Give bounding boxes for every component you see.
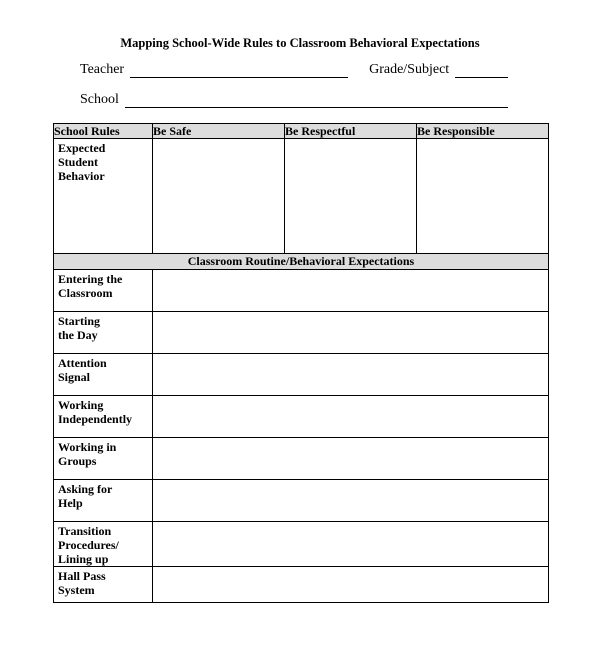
routine-row [54,396,549,438]
label-line: Student [58,155,99,169]
document-title: Mapping School-Wide Rules to Classroom Behavioral Expectations [120,36,480,50]
section-title: Classroom Routine/Behavioral Expectations [54,254,549,270]
expected-behavior-label [54,139,153,254]
label-line: Behavior [58,169,105,183]
label-line: Expected [58,141,106,155]
label-line: Attention [58,356,107,370]
label-line: Classroom [58,286,113,300]
header-be-respectful: Be Respectful [285,124,417,139]
label-line: Starting [58,314,100,328]
grade-subject-field[interactable] [455,63,508,78]
header-be-safe: Be Safe [153,124,285,139]
routine-expectation-cell[interactable] [153,480,549,522]
section-row [54,254,549,270]
label-line: Signal [58,370,91,384]
label-line: Groups [58,454,97,468]
routine-row [54,312,549,354]
routine-row [54,270,549,312]
school-field[interactable] [125,93,508,108]
routine-expectation-cell[interactable] [153,396,549,438]
routine-label [54,480,153,522]
label-line: Transition [58,524,112,538]
label-line: Working [58,398,104,412]
routine-rows [54,270,549,603]
rules-table [53,123,549,603]
routine-expectation-cell[interactable] [153,312,549,354]
routine-expectation-cell[interactable] [153,438,549,480]
expected-behavior-row [54,139,549,254]
teacher-row [80,62,508,78]
label-line: Independently [58,412,133,426]
label-line: the Day [58,328,98,342]
be-safe-cell[interactable] [153,139,285,254]
routine-expectation-cell[interactable] [153,354,549,396]
label-line: Procedures/ [58,538,119,552]
routine-label [54,567,153,603]
routine-label [54,270,153,312]
routine-row [54,522,549,567]
routine-row [54,480,549,522]
routine-row [54,567,549,603]
school-row [80,92,508,108]
routine-label [54,354,153,396]
label-line: System [58,583,95,597]
routine-label [54,396,153,438]
routine-label [54,522,153,567]
routine-expectation-cell[interactable] [153,567,549,603]
grade-subject-label: Grade/Subject [369,62,450,77]
routine-row [54,354,549,396]
routine-expectation-cell[interactable] [153,522,549,567]
be-responsible-cell[interactable] [417,139,549,254]
label-line: Working in [58,440,117,454]
routine-label [54,312,153,354]
header-row [54,124,549,139]
routine-row [54,438,549,480]
routine-expectation-cell[interactable] [153,270,549,312]
label-line: Help [58,496,83,510]
label-line: Hall Pass [58,569,106,583]
label-line: Asking for [58,482,113,496]
label-line: Lining up [58,552,109,566]
school-label: School [80,92,119,107]
be-respectful-cell[interactable] [285,139,417,254]
teacher-field[interactable] [130,63,348,78]
routine-label [54,438,153,480]
header-be-responsible: Be Responsible [417,124,549,139]
header-school-rules: School Rules [54,124,153,139]
label-line: Entering the [58,272,123,286]
teacher-label: Teacher [80,62,125,77]
